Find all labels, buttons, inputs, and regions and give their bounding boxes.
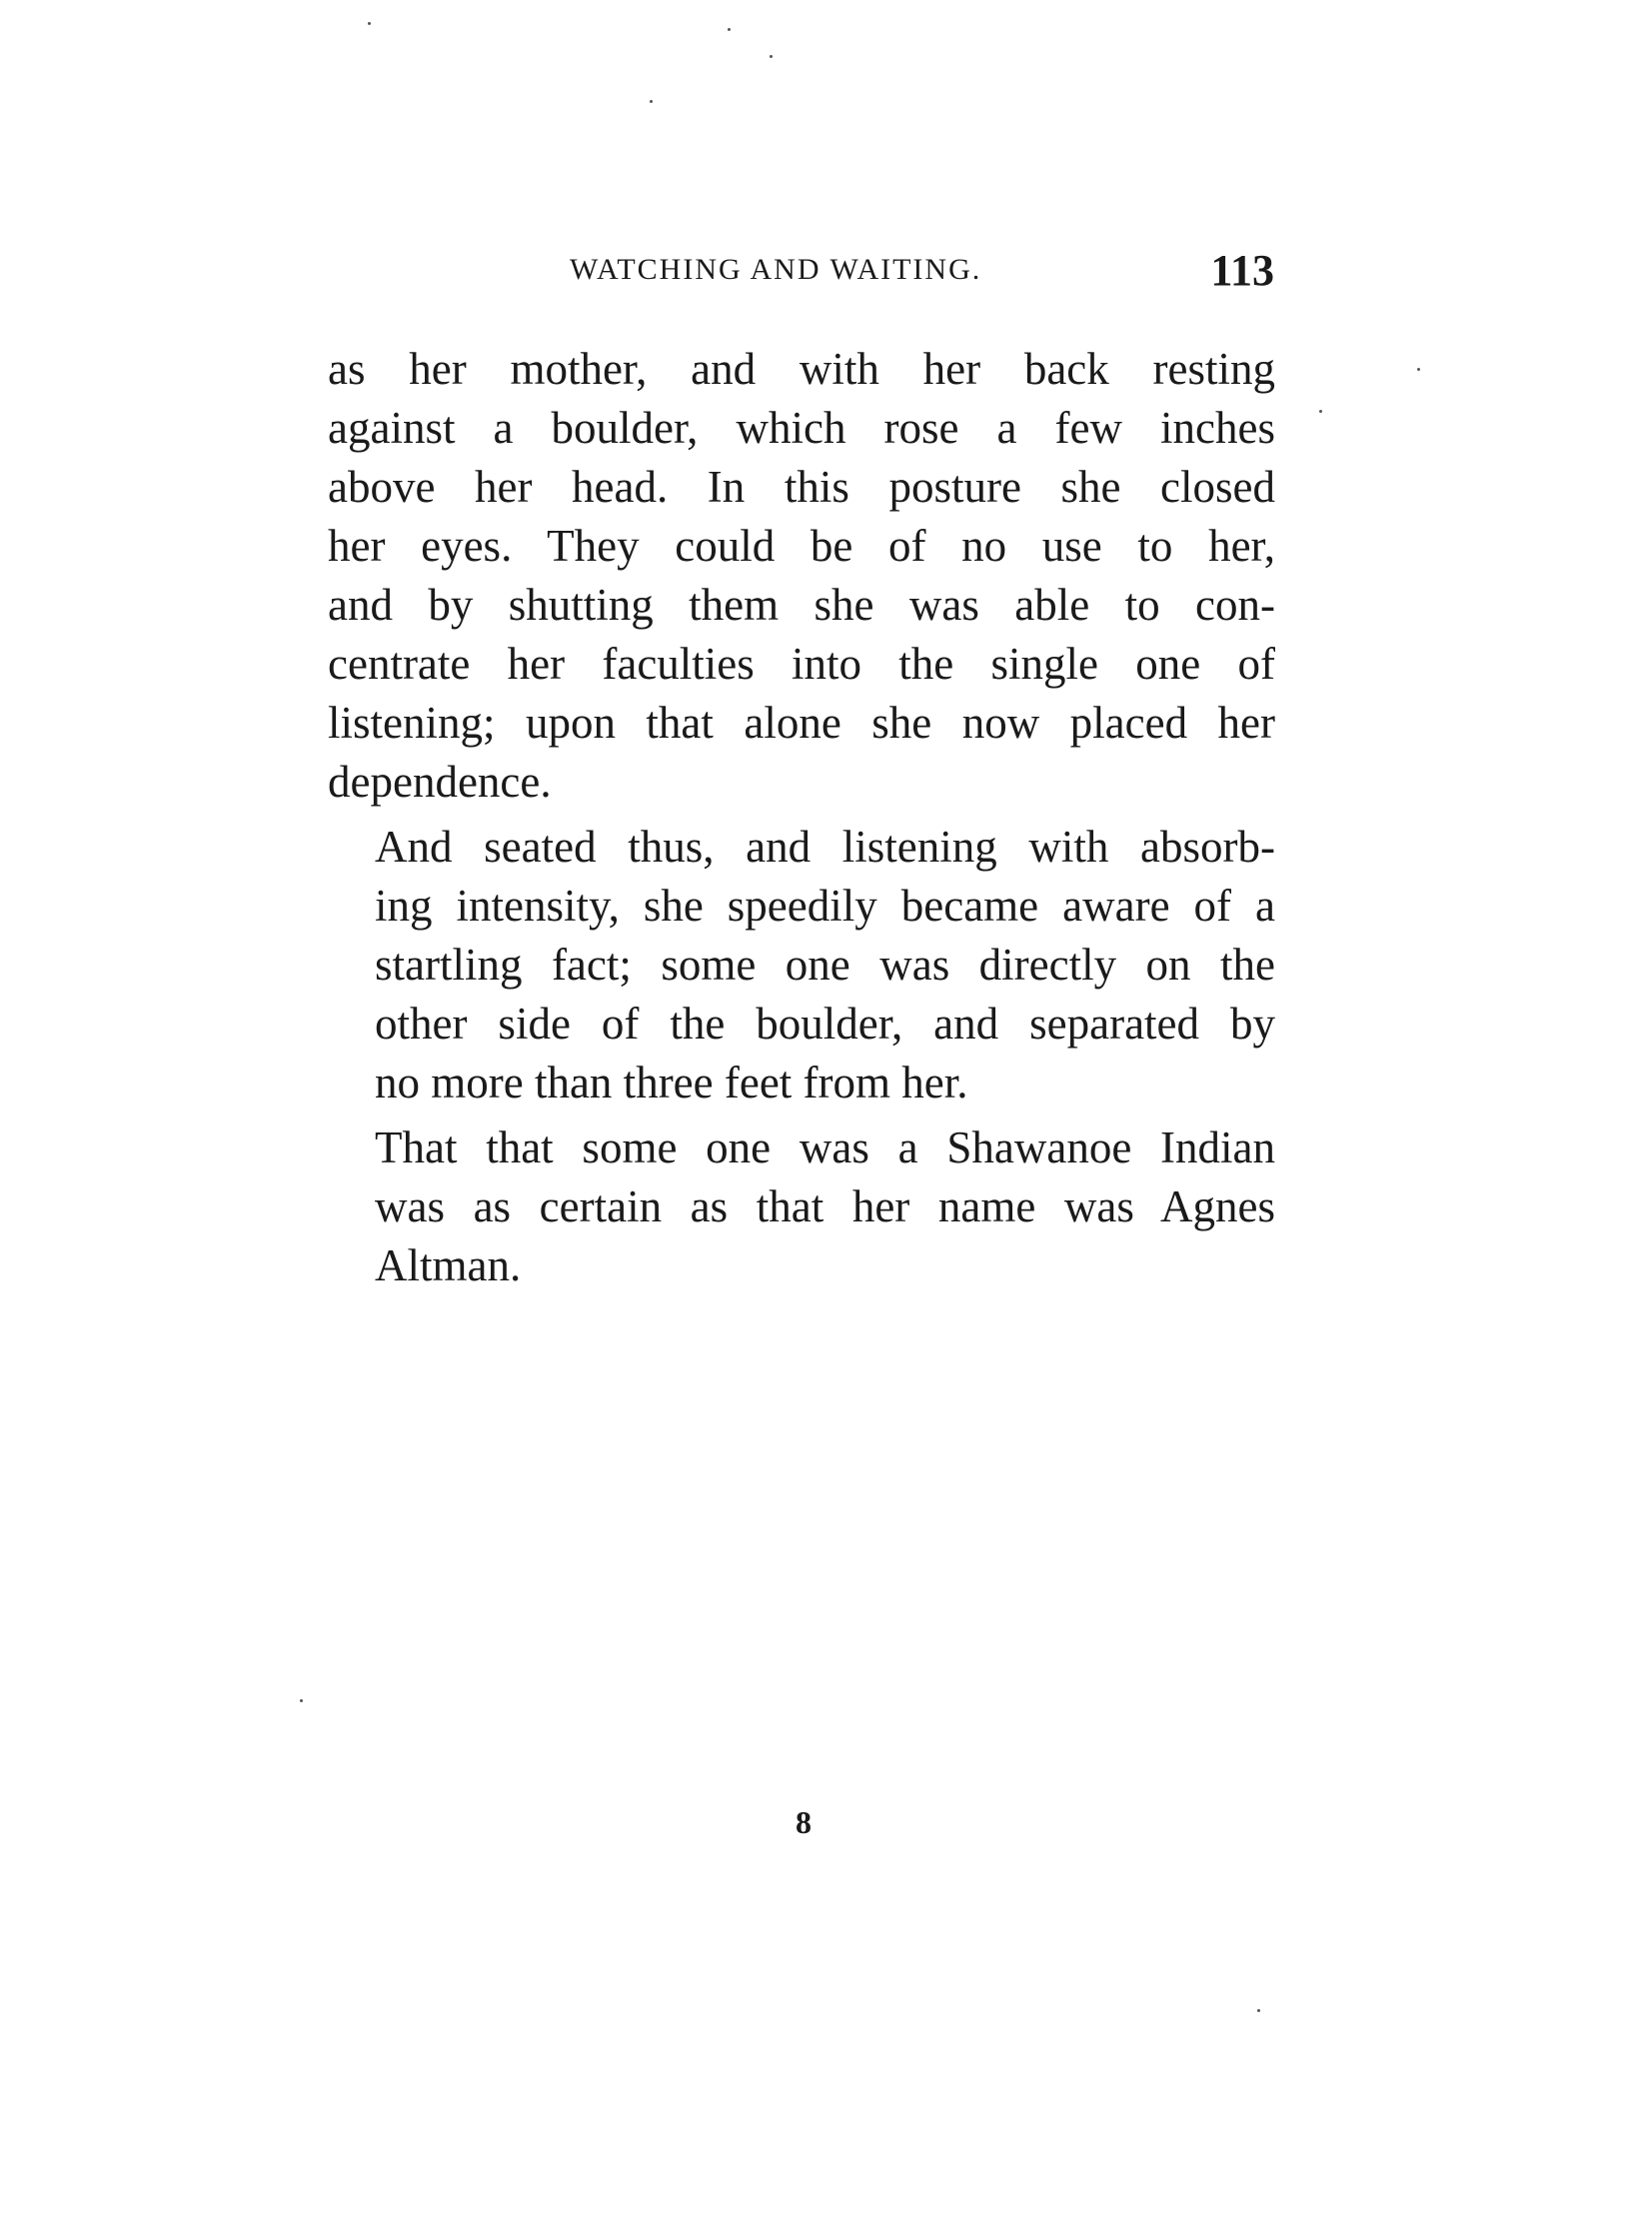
scan-speck (650, 100, 653, 103)
scan-speck (770, 55, 773, 58)
text-line: against a boulder, which rose a few inches (328, 403, 1275, 453)
text-line: no more than three feet from her. (375, 1058, 968, 1108)
text-line: That that some one was a Shawanoe Indian (375, 1122, 1275, 1172)
text-line: startling fact; some one was directly on the (375, 940, 1275, 990)
text-line: her eyes. They could be of no use to her, (328, 521, 1275, 571)
text-line: was as certain as that her name was Agnes (375, 1181, 1275, 1231)
running-head (330, 245, 1274, 305)
paragraph-3 (328, 1118, 1275, 1295)
scan-speck (300, 1699, 303, 1702)
scan-speck (368, 22, 371, 25)
text-line: ing intensity, she speedily became aware of a (375, 881, 1275, 931)
text-line: other side of the boulder, and separated by (375, 999, 1275, 1049)
body-text (328, 340, 1275, 1301)
text-line: above her head. In this posture she closed (328, 462, 1275, 512)
text-line: and by shutting them she was able to con- (328, 580, 1275, 630)
text-line: And seated thus, and listening with absorb- (375, 822, 1275, 872)
text-line: as her mother, and with her back resting (328, 344, 1275, 394)
text-line: dependence. (328, 757, 552, 807)
text-line: listening; upon that alone she now placed her (328, 698, 1275, 748)
paragraph-2 (328, 818, 1275, 1113)
scan-speck (1417, 368, 1420, 371)
text-line: centrate her faculties into the single one of (328, 639, 1275, 689)
scan-speck (1257, 2009, 1260, 2012)
page-number: 113 (1210, 246, 1274, 295)
running-title: WATCHING AND WAITING. (570, 253, 982, 286)
signature-mark: 8 (796, 1804, 812, 1840)
scan-speck (1319, 410, 1322, 413)
text-line: Altman. (375, 1240, 522, 1290)
scan-speck (728, 28, 731, 31)
paragraph-1 (328, 340, 1275, 812)
